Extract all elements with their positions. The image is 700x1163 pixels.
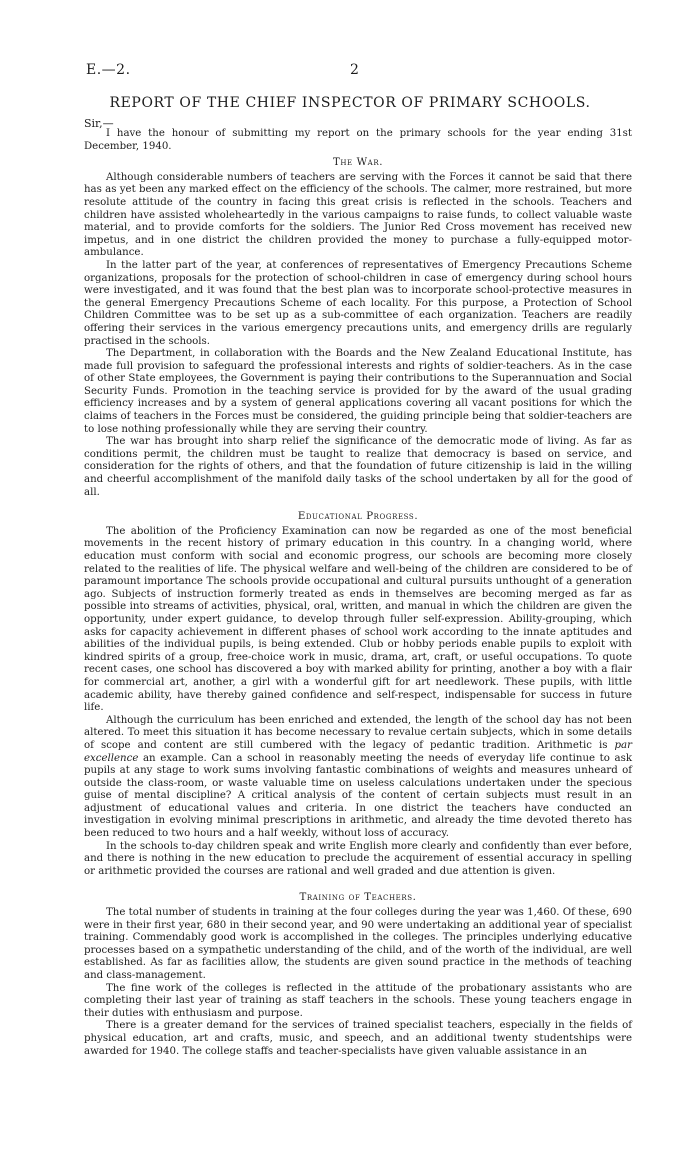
- italic-phrase: par excellence: [84, 739, 632, 764]
- paragraph-text: an example. Can a school in reasonably meeting the needs of everyday life continue to ask pupils at any stage to work sums involving fantastic combinations of weights and measures unheard of outside the class-room, or waste valuable time on useless calculations undertaken under the specious guise of mental discipline? A critical analysis of the content of certain subjects must result in an adjustment of educational values and criteria. In one district the teachers have conducted an investigation in evolving minimal prescriptions in arithmetic, and already the time devoted thereto has been reduced to two hours and a half weekly, without loss of accuracy.: [84, 752, 632, 840]
- page-number: 2: [350, 62, 360, 78]
- paragraph: The Department, in collaboration with the Boards and the New Zealand Educational Institute, has made full provision to safeguard the professional interests and rights of soldier-teachers. As in the case of other State employees, the Government is paying their contributions to the Superannuation and Social Security Funds. Promotion in the teaching service is provided for by the award of the usual grading efficiency increases and by a system of general applications covering all vacant positions for which the claims of teachers in the Forces must be considered, the guiding principle being that soldier-teachers are to lose nothing professionally while they are serving their country.: [84, 348, 632, 435]
- paragraph: The war has brought into sharp relief the significance of the democratic mode of living. As far as conditions permit, the children must be taught to realize that democracy is based on service, and consideration for the rights of others, and that the foundation of future citizenship is laid in the willing and cheerful accomplishment of the manifold daily tasks of the school undertaken by all for the good of all.: [84, 436, 632, 498]
- paragraph: Although considerable numbers of teachers are serving with the Forces it cannot be said that there has as yet been any marked effect on the efficiency of the schools. The calmer, more restrained, but more resolute attitude of the country in facing this great crisis is reflected in the schools. Teachers and children have assisted wholeheartedly in the various campaigns to raise funds, to collect valuable waste material, and to provide comforts for the soldiers. The Junior Red Cross movement has received new impetus, and in one district the children provided the money to purchase a fully-equipped motor-ambulance.: [84, 171, 632, 259]
- paragraph: The abolition of the Proficiency Examination can now be regarded as one of the most beneficial movements in the recent history of primary education in this country. In a changing world, where education must conform with social and economic progress, our schools are becoming more closely related to the realities of life. The physical welfare and well-being of the children are considered to be of paramount importance The schools provide occupational and cultural pursuits unthought of a generation ago. Subjects of instruction formerly treated as ends in themselves are becoming merged as far as possible into streams of activities, physical, oral, written, and manual in which the children are given the opportunity, under expert guidance, to develop through fuller self-expression. Ability-grouping, which asks for capacity achievement in different phases of school work according to the innate aptitudes and abilities of the individual pupils, is being extended. Club or hobby periods enable pupils to exploit with kindred spirits of a group, free-choice work in music, drama, art, craft, or useful occupations. To quote recent cases, one school has discovered a boy with marked ability for printing, another a boy with a flair for commercial art, another, a girl with a wonderful gift for art needlework. These pupils, with little academic ability, have thereby gained confidence and self-respect, indispensable for success in future life.: [84, 525, 632, 714]
- intro-paragraph: I have the honour of submitting my report on the primary schools for the year ending 31st December, 1940.: [84, 128, 632, 152]
- paragraph: In the schools to-day children speak and write English more clearly and confidently than ever before, and there is nothing in the new education to preclude the acquirement of essential accuracy in spelling or arithmetic provided the courses are rational and well graded and due attention is given.: [84, 840, 632, 877]
- salutation: Sir,—: [84, 117, 114, 130]
- paragraph: The total number of students in training at the four colleges during the year was 1,460. Of these, 690 were in their first year, 680 in their second year, and 90 were undertaking an additional year of specialist training. Commendably good work is accomplished in the colleges. The principles underlying educative processes based on a sympathetic understanding of the child, and of the worth of the individual, are well established. As far as facilities allow, the students are given sound practice in the methods of teaching and class-management.: [84, 907, 632, 981]
- paragraph: In the latter part of the year, at conferences of representatives of Emergency Precautions Scheme organizations, proposals for the protection of school-children in case of emergency during school hours were investigated, and it was found that the best plan was to incorporate school-protective measures in the general Emergency Precautions Scheme of each locality. For this purpose, a Protection of School Children Committee was to be set up as a sub-committee of each organization. Teachers are readily offering their services in the various emergency precautions units, and emergency drills are regularly practised in the schools.: [84, 259, 632, 347]
- section-heading-training-of-teachers: Training of Teachers.: [299, 892, 417, 904]
- document-code: E.—2.: [86, 62, 131, 78]
- paragraph: There is a greater demand for the services of trained specialist teachers, especially in the fields of physical education, art and crafts, music, and speech, and an additional twenty studentships were awarded for 1940. The college staffs and teacher-specialists have given valuable assistance in an: [84, 1020, 632, 1057]
- paragraph: The fine work of the colleges is reflected in the attitude of the probationary assistants who are completing their last year of training as staff teachers in the schools. These young teachers engage in their duties with enthusiasm and purpose.: [84, 982, 632, 1019]
- paragraph-text: Although the curriculum has been enriched and extended, the length of the school day has not been altered. To meet this situation it has become necessary to revalue certain subjects, which in some details of scope and content are still cumbered with the legacy of pedantic tradition. Arithmetic is: [84, 714, 632, 751]
- report-body: [84, 128, 632, 1058]
- section-heading-educational-progress: Educational Progress.: [297, 511, 419, 523]
- report-title: REPORT OF THE CHIEF INSPECTOR OF PRIMARY SCHOOLS.: [109, 95, 591, 111]
- paragraph: [84, 715, 632, 841]
- section-heading-war: The War.: [332, 157, 384, 169]
